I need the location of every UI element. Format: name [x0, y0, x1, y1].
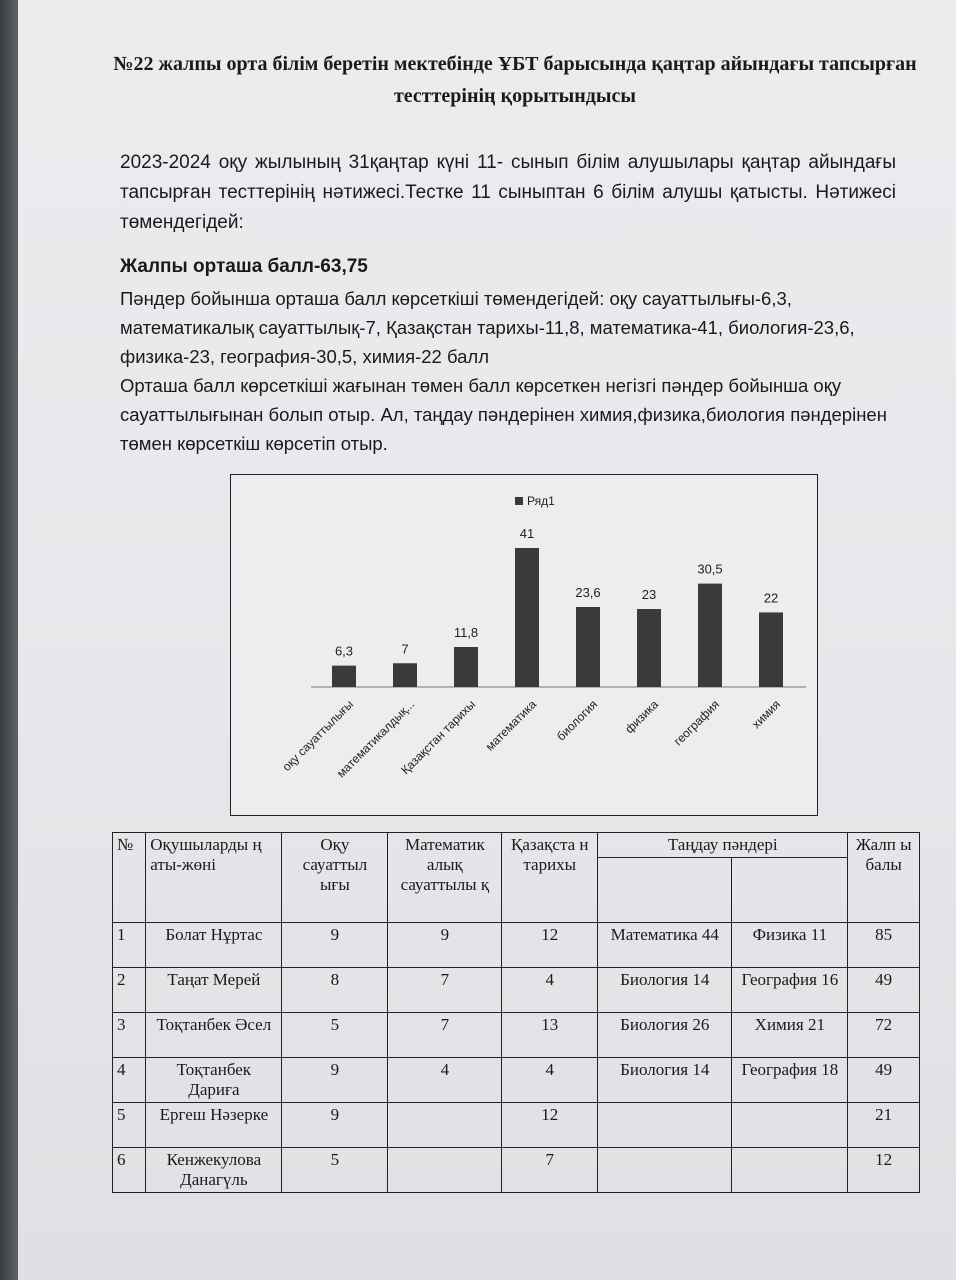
row-num: 6 — [113, 1148, 146, 1193]
row-history: 12 — [502, 1103, 598, 1148]
row-elective-2: География 18 — [732, 1058, 848, 1103]
header-num: № — [113, 833, 146, 923]
bar — [698, 584, 722, 687]
data-label: 23,6 — [575, 584, 601, 600]
header-math-literacy: Математик алық сауаттылы қ — [388, 833, 502, 923]
row-history: 13 — [502, 1013, 598, 1058]
row-total: 49 — [848, 968, 920, 1013]
average-score-heading: Жалпы орташа балл-63,75 — [120, 256, 368, 277]
row-total: 49 — [848, 1058, 920, 1103]
data-label: 23 — [641, 587, 657, 603]
bar — [332, 666, 356, 687]
row-elective-1 — [598, 1103, 732, 1148]
row-num: 1 — [113, 923, 146, 968]
row-history: 4 — [502, 968, 598, 1013]
bar — [454, 647, 478, 687]
row-reading: 8 — [282, 968, 388, 1013]
row-name: Таңат Мерей — [146, 968, 282, 1013]
row-elective-2: Химия 21 — [732, 1013, 848, 1058]
row-total: 72 — [848, 1013, 920, 1058]
row-elective-1: Биология 14 — [598, 968, 732, 1013]
row-name: Ергеш Нәзерке — [146, 1103, 282, 1148]
header-elective-2 — [732, 858, 848, 923]
table-header-row — [113, 833, 920, 858]
data-label: 30,5 — [697, 561, 723, 577]
subjects-paragraph: Пәндер бойынша орташа балл көрсеткіші төмендегідей: оқу сауаттылығы-6,3, математикалық сауаттылық-7, Қазақстан тарихы-11,8, математика-41, биология-23,6, физика-23, география-30,5, химия-22 балл — [120, 288, 855, 367]
table-row — [113, 1058, 920, 1103]
table-row — [113, 1013, 920, 1058]
document-title: №22 жалпы орта білім беретін мектебінде ҰБТ барысында қаңтар айындағы тапсырған тесттерінің қорытындысы — [113, 53, 917, 107]
data-label: 7 — [401, 641, 409, 657]
table-row — [113, 1148, 920, 1193]
header-total: Жалп ы балы — [848, 833, 920, 923]
header-elective: Таңдау пәндері — [598, 833, 848, 858]
row-math-literacy — [388, 1148, 502, 1193]
row-math-literacy — [388, 1103, 502, 1148]
category-label: оқу сауаттылығы — [279, 697, 357, 774]
subject-averages-text — [120, 284, 910, 458]
data-label: 41 — [519, 526, 535, 541]
category-label: химия — [749, 697, 784, 732]
row-reading: 9 — [282, 1103, 388, 1148]
header-history: Қазақста н тарихы — [502, 833, 598, 923]
table-row — [113, 923, 920, 968]
row-reading: 5 — [282, 1013, 388, 1058]
header-elective-1 — [598, 858, 732, 923]
bar — [637, 609, 661, 687]
row-elective-1: Биология 26 — [598, 1013, 732, 1058]
category-label: математикалдық... — [333, 697, 418, 781]
row-elective-2: География 16 — [732, 968, 848, 1013]
bar-chart — [230, 474, 818, 816]
bar-chart-svg — [231, 475, 817, 815]
table-row — [113, 968, 920, 1013]
row-reading: 9 — [282, 923, 388, 968]
row-total: 21 — [848, 1103, 920, 1148]
row-elective-1: Биология 14 — [598, 1058, 732, 1103]
category-label: география — [671, 697, 723, 749]
row-num: 5 — [113, 1103, 146, 1148]
data-label: 6,3 — [334, 643, 354, 659]
row-reading: 5 — [282, 1148, 388, 1193]
row-elective-1 — [598, 1148, 732, 1193]
row-num: 4 — [113, 1058, 146, 1103]
row-name: Кенжекулова Данагүль — [146, 1148, 282, 1193]
bar — [759, 612, 783, 687]
category-label: Қазақстан тарихы — [398, 697, 479, 778]
row-math-literacy: 9 — [388, 923, 502, 968]
row-elective-2 — [732, 1148, 848, 1193]
legend-swatch — [515, 497, 523, 505]
row-num: 2 — [113, 968, 146, 1013]
category-label: физика — [622, 697, 662, 737]
data-label: 11,8 — [453, 624, 479, 640]
bar — [515, 548, 539, 687]
table-row — [113, 1103, 920, 1148]
row-elective-2: Физика 11 — [732, 923, 848, 968]
category-label: математика — [482, 697, 540, 754]
row-name: Тоқтанбек Дариға — [146, 1058, 282, 1103]
header-name: Оқушыларды ң аты-жөні — [146, 833, 282, 923]
row-total: 12 — [848, 1148, 920, 1193]
row-elective-1: Математика 44 — [598, 923, 732, 968]
conclusion-paragraph: Орташа балл көрсеткіші жағынан төмен балл көрсеткен негізгі пәндер бойынша оқу сауаттылығынан болып отыр. Ал, таңдау пәндерінен химия,физика,биология пәндерінен төмен көрсеткіш көрсетіп отыр. — [120, 375, 887, 454]
data-label: 22 — [763, 590, 779, 606]
table-body — [113, 923, 920, 1193]
legend-label: Ряд1 — [527, 494, 555, 508]
row-name: Болат Нұртас — [146, 923, 282, 968]
category-label: биология — [553, 697, 601, 744]
row-history: 7 — [502, 1148, 598, 1193]
row-num: 3 — [113, 1013, 146, 1058]
header-reading: Оқу сауаттыл ығы — [282, 833, 388, 923]
row-math-literacy: 7 — [388, 968, 502, 1013]
row-history: 12 — [502, 923, 598, 968]
chart-legend — [515, 494, 555, 508]
row-name: Тоқтанбек Әсел — [146, 1013, 282, 1058]
bar — [576, 607, 600, 687]
bar — [393, 663, 417, 687]
row-elective-2 — [732, 1103, 848, 1148]
row-total: 85 — [848, 923, 920, 968]
row-reading: 9 — [282, 1058, 388, 1103]
row-math-literacy: 7 — [388, 1013, 502, 1058]
row-history: 4 — [502, 1058, 598, 1103]
intro-paragraph: 2023-2024 оқу жылының 31қаңтар күні 11- сынып білім алушылары қаңтар айындағы тапсырған тесттерінің нәтижесі.Тестке 11 сыныптан 6 білім алушы қатысты. Нәтижесі төмендегідей: — [120, 152, 896, 233]
results-table — [112, 832, 920, 1193]
row-math-literacy: 4 — [388, 1058, 502, 1103]
